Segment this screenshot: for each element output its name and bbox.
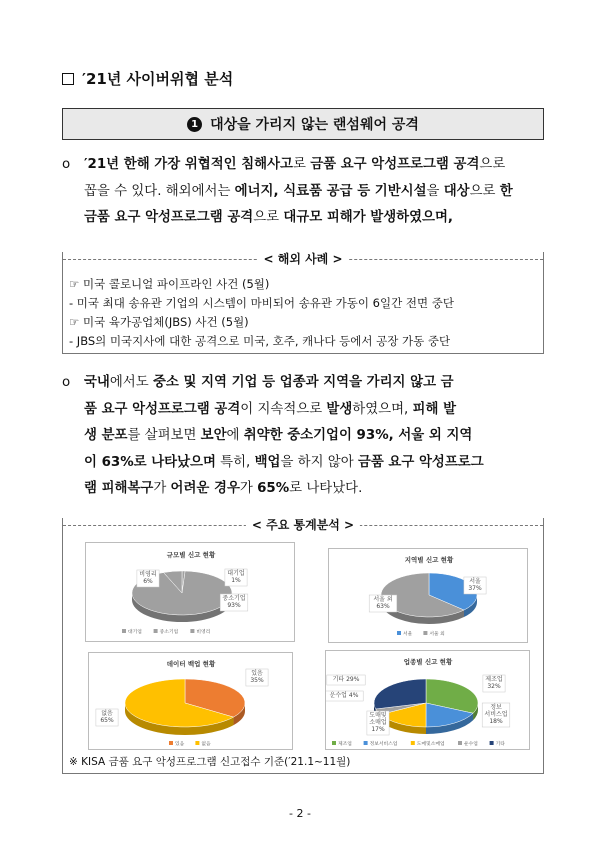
legend-entry: 서울 — [403, 632, 413, 637]
legend-entry: 대기업 — [128, 630, 142, 635]
text: 으로 — [253, 210, 284, 225]
legend-entry: 제조업 — [338, 742, 352, 747]
legend-group — [169, 740, 211, 747]
legend-swatch — [397, 631, 401, 635]
data-label: 서울 외 — [373, 596, 393, 603]
legend-swatch — [195, 741, 199, 745]
bullet: o — [62, 157, 71, 172]
data-label: 17% — [371, 726, 385, 733]
legend-swatch — [364, 741, 368, 745]
data-label: 도매및 — [369, 712, 387, 719]
text-bold: 생 분포 — [84, 428, 128, 443]
legend-swatch — [490, 741, 494, 745]
chart-industry — [325, 650, 530, 750]
text-bold: 대상 — [443, 183, 470, 199]
text-bold: 품 요구 악성프로그램 공격 — [84, 401, 241, 417]
paragraph-line — [62, 370, 552, 397]
chart-region-svg — [329, 549, 529, 644]
text: 특히, — [215, 454, 255, 470]
source-note: ※ KISA 금품 요구 악성프로그램 신고접수 기준(′21.1~11월) — [69, 756, 351, 768]
data-label: 없음 — [101, 710, 113, 717]
data-label: 93% — [227, 602, 241, 609]
data-label: 37% — [468, 585, 482, 592]
chart-title: 규모별 신고 현황 — [166, 551, 216, 559]
data-label: 63% — [376, 603, 390, 610]
text: 에서도 — [109, 375, 153, 390]
text: 을 하지 않아 — [280, 454, 358, 470]
case-item: - 미국 최대 송유관 기업의 시스템이 마비되어 송유관 가동이 6일간 전면 중단 — [69, 296, 454, 310]
stats-title: < 주요 통계분석 > — [246, 516, 360, 533]
data-label: 기타 29% — [332, 676, 360, 683]
text: 이 지속적으로 — [240, 401, 327, 417]
legend-swatch — [332, 741, 336, 745]
data-label: 있음 — [251, 670, 263, 677]
data-label: 대기업 — [227, 570, 245, 577]
data-label: 운수업 4% — [329, 692, 359, 699]
legend-swatch — [423, 631, 427, 635]
text: 을 — [426, 183, 444, 199]
chart-backup — [88, 652, 293, 750]
overseas-cases-box — [62, 252, 544, 354]
chart-title: 업종별 신고 현황 — [403, 658, 453, 666]
text-bold: 에너지, 식료품 공급 등 기반시설 — [234, 183, 427, 199]
chart-size — [85, 542, 295, 642]
legend-swatch — [154, 629, 158, 633]
case-item: ☞ 미국 육가공업체(JBS) 사건 (5월) — [69, 315, 249, 329]
legend-entry: 서울 외 — [429, 632, 445, 637]
pie-group — [374, 679, 478, 734]
text-bold: 램 피해복구 — [84, 481, 154, 496]
text: 로 — [292, 157, 311, 172]
text-bold: 국내 — [84, 375, 110, 390]
paragraph-1 — [62, 152, 552, 232]
text-bold: 백업 — [254, 454, 281, 470]
headline-text: 대상을 가리지 않는 랜섬웨어 공격 — [210, 117, 419, 133]
legend-group — [397, 630, 445, 637]
legend-swatch — [458, 741, 462, 745]
legend-entry: 있음 — [175, 742, 185, 747]
text: 로 나타났다. — [289, 481, 363, 496]
legend-entry: 없음 — [201, 742, 211, 747]
paragraph-2 — [62, 370, 552, 503]
stats-box — [62, 518, 544, 774]
case-item: - JBS의 미국지사에 대한 공격으로 미국, 호주, 캐나다 등에서 공장 가동 중단 — [69, 334, 451, 348]
data-label: 정보 — [490, 704, 502, 711]
text: 으로 — [479, 157, 506, 172]
chart-region — [328, 548, 528, 643]
data-label: 비영리 — [139, 571, 157, 578]
text-bold: 발생 — [326, 401, 353, 417]
number-circle-icon: 1 — [187, 117, 202, 132]
text: 를 살펴보면 — [127, 428, 201, 443]
data-label: 35% — [250, 677, 264, 684]
data-label: 서비스업 — [484, 711, 508, 718]
data-label: 18% — [489, 718, 503, 725]
paragraph-line — [62, 450, 552, 477]
text: 꼽을 수 있다. 해외에서는 — [84, 183, 235, 199]
text-bold: 금품 요구 악성프로그램 공격 — [310, 157, 480, 172]
legend-entry: 도매및소매업 — [416, 742, 445, 747]
chart-backup-svg — [89, 653, 294, 751]
text-bold: 금품 요구 악성프로그 — [357, 454, 484, 470]
text-bold: 한 — [499, 183, 513, 199]
text: 으로 — [469, 183, 500, 199]
legend-entry: 중소기업 — [159, 630, 179, 635]
data-label: 6% — [143, 578, 153, 585]
paragraph-line — [62, 205, 552, 232]
text: 가 — [239, 481, 258, 496]
text-bold: 대규모 피해가 발생하였으며, — [283, 210, 453, 225]
checkbox-square-icon — [62, 73, 74, 85]
text-bold: 중소 및 지역 기업 등 업종과 지역을 가리지 않고 금 — [152, 375, 454, 390]
chart-title: 데이터 백업 현황 — [166, 660, 216, 668]
paragraph-line — [62, 476, 552, 503]
data-label: 32% — [487, 683, 501, 690]
legend-entry: 운수업 — [464, 742, 478, 747]
section-title-text: ′21년 사이버위협 분석 — [82, 70, 234, 88]
legend-swatch — [169, 741, 173, 745]
data-label: 중소기업 — [222, 595, 246, 602]
text-bold: 금품 요구 악성프로그램 공격 — [84, 210, 254, 225]
paragraph-line — [62, 179, 552, 206]
section-title — [62, 68, 233, 89]
legend-entry: 비영리 — [196, 630, 211, 635]
text: 에 — [226, 428, 244, 443]
text-bold: ′21년 한해 가장 위협적인 침해사고 — [84, 157, 293, 172]
text-bold: 피해 발 — [412, 401, 457, 417]
legend-entry: 기타 — [495, 742, 505, 747]
text-bold: 65% — [257, 481, 290, 496]
chart-size-svg — [86, 543, 296, 643]
paragraph-line — [62, 423, 552, 450]
cases-title: < 해외 사례 > — [257, 250, 348, 267]
data-label: 서울 — [469, 578, 481, 585]
text-bold: 어려운 경우 — [170, 481, 240, 496]
legend-swatch — [190, 629, 194, 633]
legend-swatch — [122, 629, 126, 633]
paragraph-line — [62, 152, 552, 179]
text: 가 — [153, 481, 171, 496]
data-label: 소매업 — [369, 719, 387, 726]
data-label: 제조업 — [485, 676, 503, 683]
text-bold: 이 63%로 나타났으며 — [84, 454, 216, 470]
data-label: 65% — [100, 717, 114, 724]
page-number: - 2 - — [289, 807, 311, 820]
case-item: ☞ 미국 콜로니얼 파이프라인 사건 (5월) — [69, 277, 270, 291]
legend-swatch — [411, 741, 415, 745]
headline-box — [62, 108, 544, 140]
pie-group — [125, 679, 245, 735]
text-bold: 취약한 중소기업이 93%, 서울 외 지역 — [243, 428, 473, 443]
bullet: o — [62, 375, 71, 390]
legend-group — [122, 628, 210, 635]
text: 하였으며, — [352, 401, 413, 417]
data-label: 1% — [231, 577, 241, 584]
chart-title: 지역별 신고 현황 — [404, 556, 454, 564]
legend-group — [332, 740, 505, 747]
chart-industry-svg — [326, 651, 531, 751]
legend-entry: 정보서비스업 — [369, 742, 398, 747]
text-bold: 보안 — [200, 428, 227, 443]
paragraph-line — [62, 397, 552, 424]
